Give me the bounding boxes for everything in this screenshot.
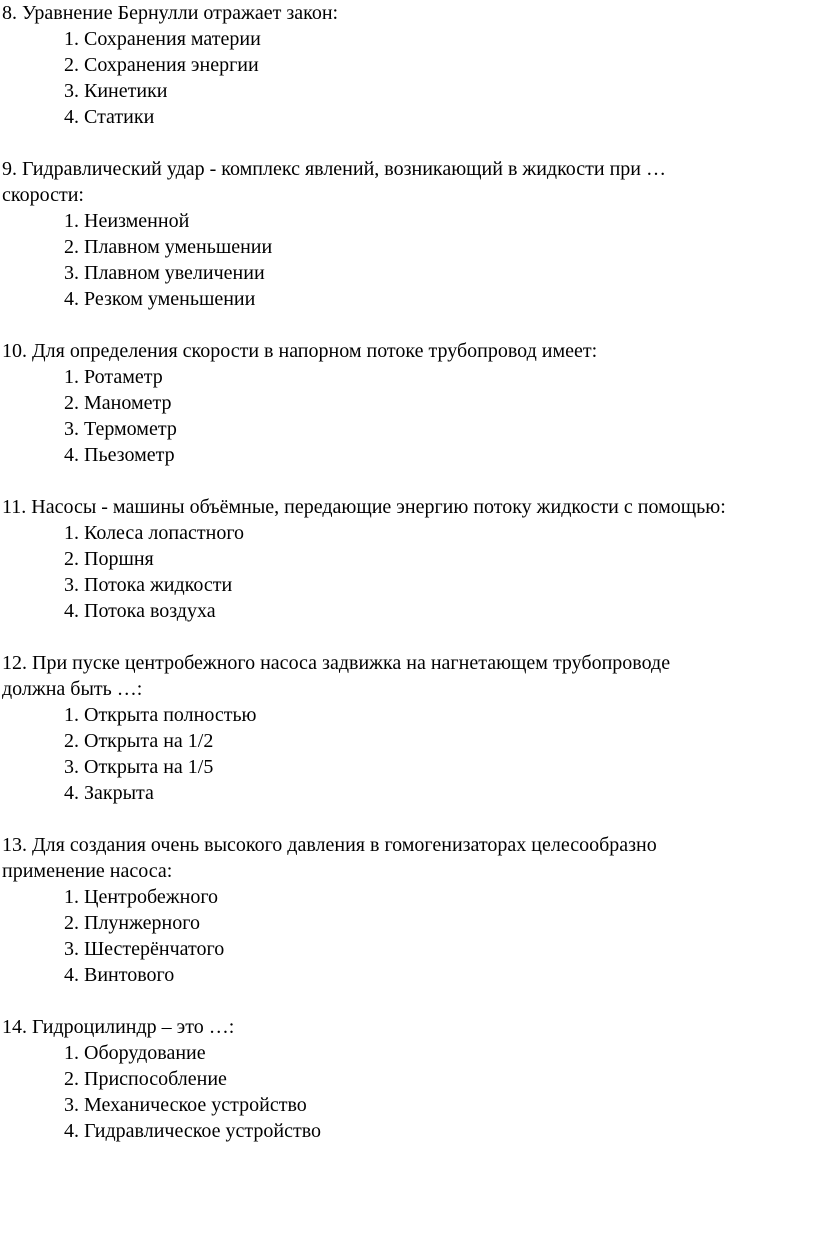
answer-option: 2. Плунжерного: [64, 912, 200, 934]
answer-option: 3. Механическое устройство: [64, 1094, 307, 1116]
question-text-continued: применение насоса:: [2, 860, 173, 882]
question-text: 10. Для определения скорости в напорном потоке трубопровод имеет:: [2, 340, 598, 362]
answer-option: 1. Сохранения материи: [64, 28, 261, 50]
answer-options: [2, 1040, 816, 1144]
answer-option: 2. Открыта на 1/2: [64, 730, 214, 752]
answer-option: 3. Плавном увеличении: [64, 262, 265, 284]
spacer: [2, 312, 816, 338]
answer-option: 2. Сохранения энергии: [64, 54, 259, 76]
question-11: [2, 494, 816, 624]
spacer: [2, 806, 816, 832]
answer-options: [2, 364, 816, 468]
answer-option: 3. Шестерёнчатого: [64, 938, 225, 960]
question-text: 8. Уравнение Бернулли отражает закон:: [2, 2, 339, 24]
answer-option: 4. Винтового: [64, 964, 175, 986]
question-13: [2, 832, 816, 988]
answer-options: [2, 702, 816, 806]
answer-option: 3. Потока жидкости: [64, 574, 233, 596]
answer-options: [2, 884, 816, 988]
answer-option: 4. Гидравлическое устройство: [64, 1120, 322, 1142]
answer-option: 1. Открыта полностью: [64, 704, 257, 726]
answer-option: 2. Плавном уменьшении: [64, 236, 273, 258]
question-8: [2, 0, 816, 130]
answer-option: 3. Термометр: [64, 418, 177, 440]
answer-options: [2, 26, 816, 130]
answer-option: 2. Приспособление: [64, 1068, 227, 1090]
document-body: [2, 0, 816, 1144]
question-text: 9. Гидравлический удар - комплекс явлений, возникающий в жидкости при …: [2, 158, 667, 180]
answer-option: 1. Центробежного: [64, 886, 219, 908]
question-10: [2, 338, 816, 468]
spacer: [2, 624, 816, 650]
question-text: 11. Насосы - машины объёмные, передающие энергию потоку жидкости с помощью:: [2, 496, 726, 518]
question-text-continued: должна быть …:: [2, 678, 143, 700]
spacer: [2, 130, 816, 156]
question-text: 12. При пуске центробежного насоса задвижка на нагнетающем трубопроводе: [2, 652, 671, 674]
question-text: 13. Для создания очень высокого давления в гомогенизаторах целесообразно: [2, 834, 657, 856]
answer-option: 1. Оборудование: [64, 1042, 206, 1064]
spacer: [2, 988, 816, 1014]
answer-option: 3. Открыта на 1/5: [64, 756, 214, 778]
question-14: [2, 1014, 816, 1144]
spacer: [2, 468, 816, 494]
answer-option: 2. Манометр: [64, 392, 172, 414]
answer-option: 4. Закрыта: [64, 782, 154, 804]
question-text: 14. Гидроцилиндр – это …:: [2, 1016, 235, 1038]
question-9: [2, 156, 816, 312]
answer-option: 1. Ротаметр: [64, 366, 163, 388]
answer-option: 3. Кинетики: [64, 80, 168, 102]
answer-option: 4. Потока воздуха: [64, 600, 216, 622]
answer-options: [2, 208, 816, 312]
question-12: [2, 650, 816, 806]
answer-option: 4. Статики: [64, 106, 155, 128]
answer-option: 1. Неизменной: [64, 210, 190, 232]
answer-option: 4. Пьезометр: [64, 444, 175, 466]
answer-options: [2, 520, 816, 624]
question-text-continued: скорости:: [2, 184, 84, 206]
answer-option: 4. Резком уменьшении: [64, 288, 256, 310]
answer-option: 2. Поршня: [64, 548, 154, 570]
answer-option: 1. Колеса лопастного: [64, 522, 245, 544]
